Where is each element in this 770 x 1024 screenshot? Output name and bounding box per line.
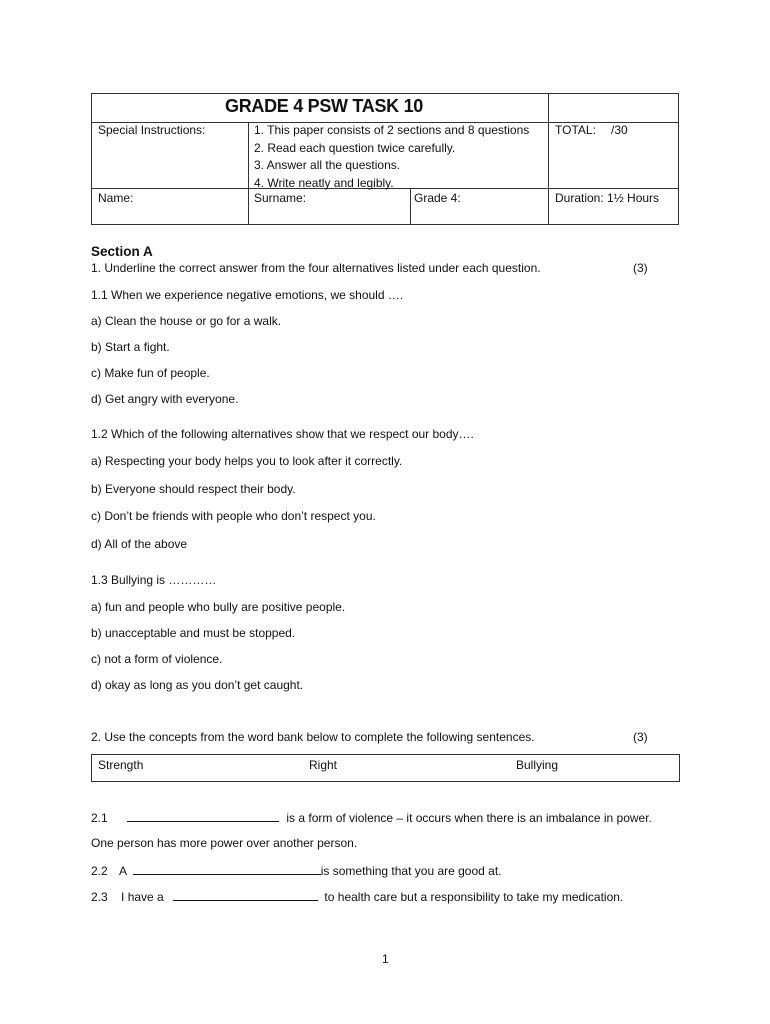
option-item: a) Respecting your body helps you to look after it correctly. <box>91 454 403 468</box>
total-label: TOTAL: <box>555 123 596 137</box>
sentence-number: 2.3 <box>91 890 108 904</box>
sentence-text: is something that you are good at. <box>320 864 502 878</box>
option-item: c) not a form of violence. <box>91 652 223 666</box>
question-1-3: 1.3 Bullying is ………… <box>91 573 217 587</box>
option-item: a) fun and people who bully are positive people. <box>91 600 346 614</box>
sentence-2-2 <box>91 862 502 878</box>
special-instructions-label: Special Instructions: <box>98 123 206 137</box>
sentence-text: is a form of violence – it occurs when there is an imbalance in power. <box>286 811 652 825</box>
instruction-item: 2. Read each question twice carefully. <box>254 140 456 155</box>
answer-blank[interactable] <box>127 809 279 822</box>
sentence-prefix: A <box>119 864 127 878</box>
word-bank-item: Strength <box>98 758 144 772</box>
page-number: 1 <box>382 952 389 966</box>
name-field-label: Name: <box>98 191 134 205</box>
sentence-prefix: I have a <box>121 890 164 904</box>
sentence-text: to health care but a responsibility to take my medication. <box>324 890 624 904</box>
instruction-item: 1. This paper consists of 2 sections and 8 questions <box>254 123 530 137</box>
sentence-number: 2.1 <box>91 811 108 825</box>
question-1-1: 1.1 When we experience negative emotions, we should …. <box>91 288 404 302</box>
instructions-list <box>254 122 529 192</box>
duration-label: Duration: 1½ Hours <box>555 191 660 205</box>
page-title: GRADE 4 PSW TASK 10 <box>225 96 424 116</box>
instruction-item: 3. Answer all the questions. <box>254 158 401 172</box>
question-1-marks: (3) <box>633 261 648 275</box>
header-table <box>91 93 679 225</box>
option-item: a) Clean the house or go for a walk. <box>91 314 282 328</box>
option-item: c) Make fun of people. <box>91 366 210 380</box>
question-2-text: 2. Use the concepts from the word bank below to complete the following sentences. <box>91 730 535 744</box>
word-bank <box>91 754 680 782</box>
question-1-2: 1.2 Which of the following alternatives show that we respect our body…. <box>91 427 474 441</box>
grade-field-label: Grade 4: <box>414 191 461 205</box>
answer-blank[interactable] <box>133 862 321 875</box>
question-2-marks: (3) <box>633 730 648 744</box>
option-item: d) Get angry with everyone. <box>91 392 239 406</box>
divider <box>410 188 411 224</box>
question-1-text: 1. Underline the correct answer from the four alternatives listed under each question. <box>91 261 541 275</box>
word-bank-item: Right <box>309 758 338 772</box>
surname-field-label: Surname: <box>254 191 307 205</box>
option-item: b) Everyone should respect their body. <box>91 482 296 496</box>
total-value: /30 <box>611 123 628 137</box>
option-item: b) Start a fight. <box>91 340 170 354</box>
answer-blank[interactable] <box>173 888 318 901</box>
option-item: d) All of the above <box>91 537 188 551</box>
sentence-number: 2.2 <box>91 864 108 878</box>
word-bank-item: Bullying <box>516 758 559 772</box>
sentence-2-3 <box>91 888 623 904</box>
sentence-2-1-continued: One person has more power over another person. <box>91 836 358 850</box>
sentence-2-1 <box>91 809 652 825</box>
option-item: b) unacceptable and must be stopped. <box>91 626 296 640</box>
divider <box>248 123 249 224</box>
section-title: Section A <box>91 244 153 259</box>
instruction-item: 4. Write neatly and legibly. <box>254 175 394 190</box>
option-item: d) okay as long as you don’t get caught. <box>91 678 304 692</box>
option-item: c) Don’t be friends with people who don’t respect you. <box>91 509 376 523</box>
divider <box>548 94 549 224</box>
